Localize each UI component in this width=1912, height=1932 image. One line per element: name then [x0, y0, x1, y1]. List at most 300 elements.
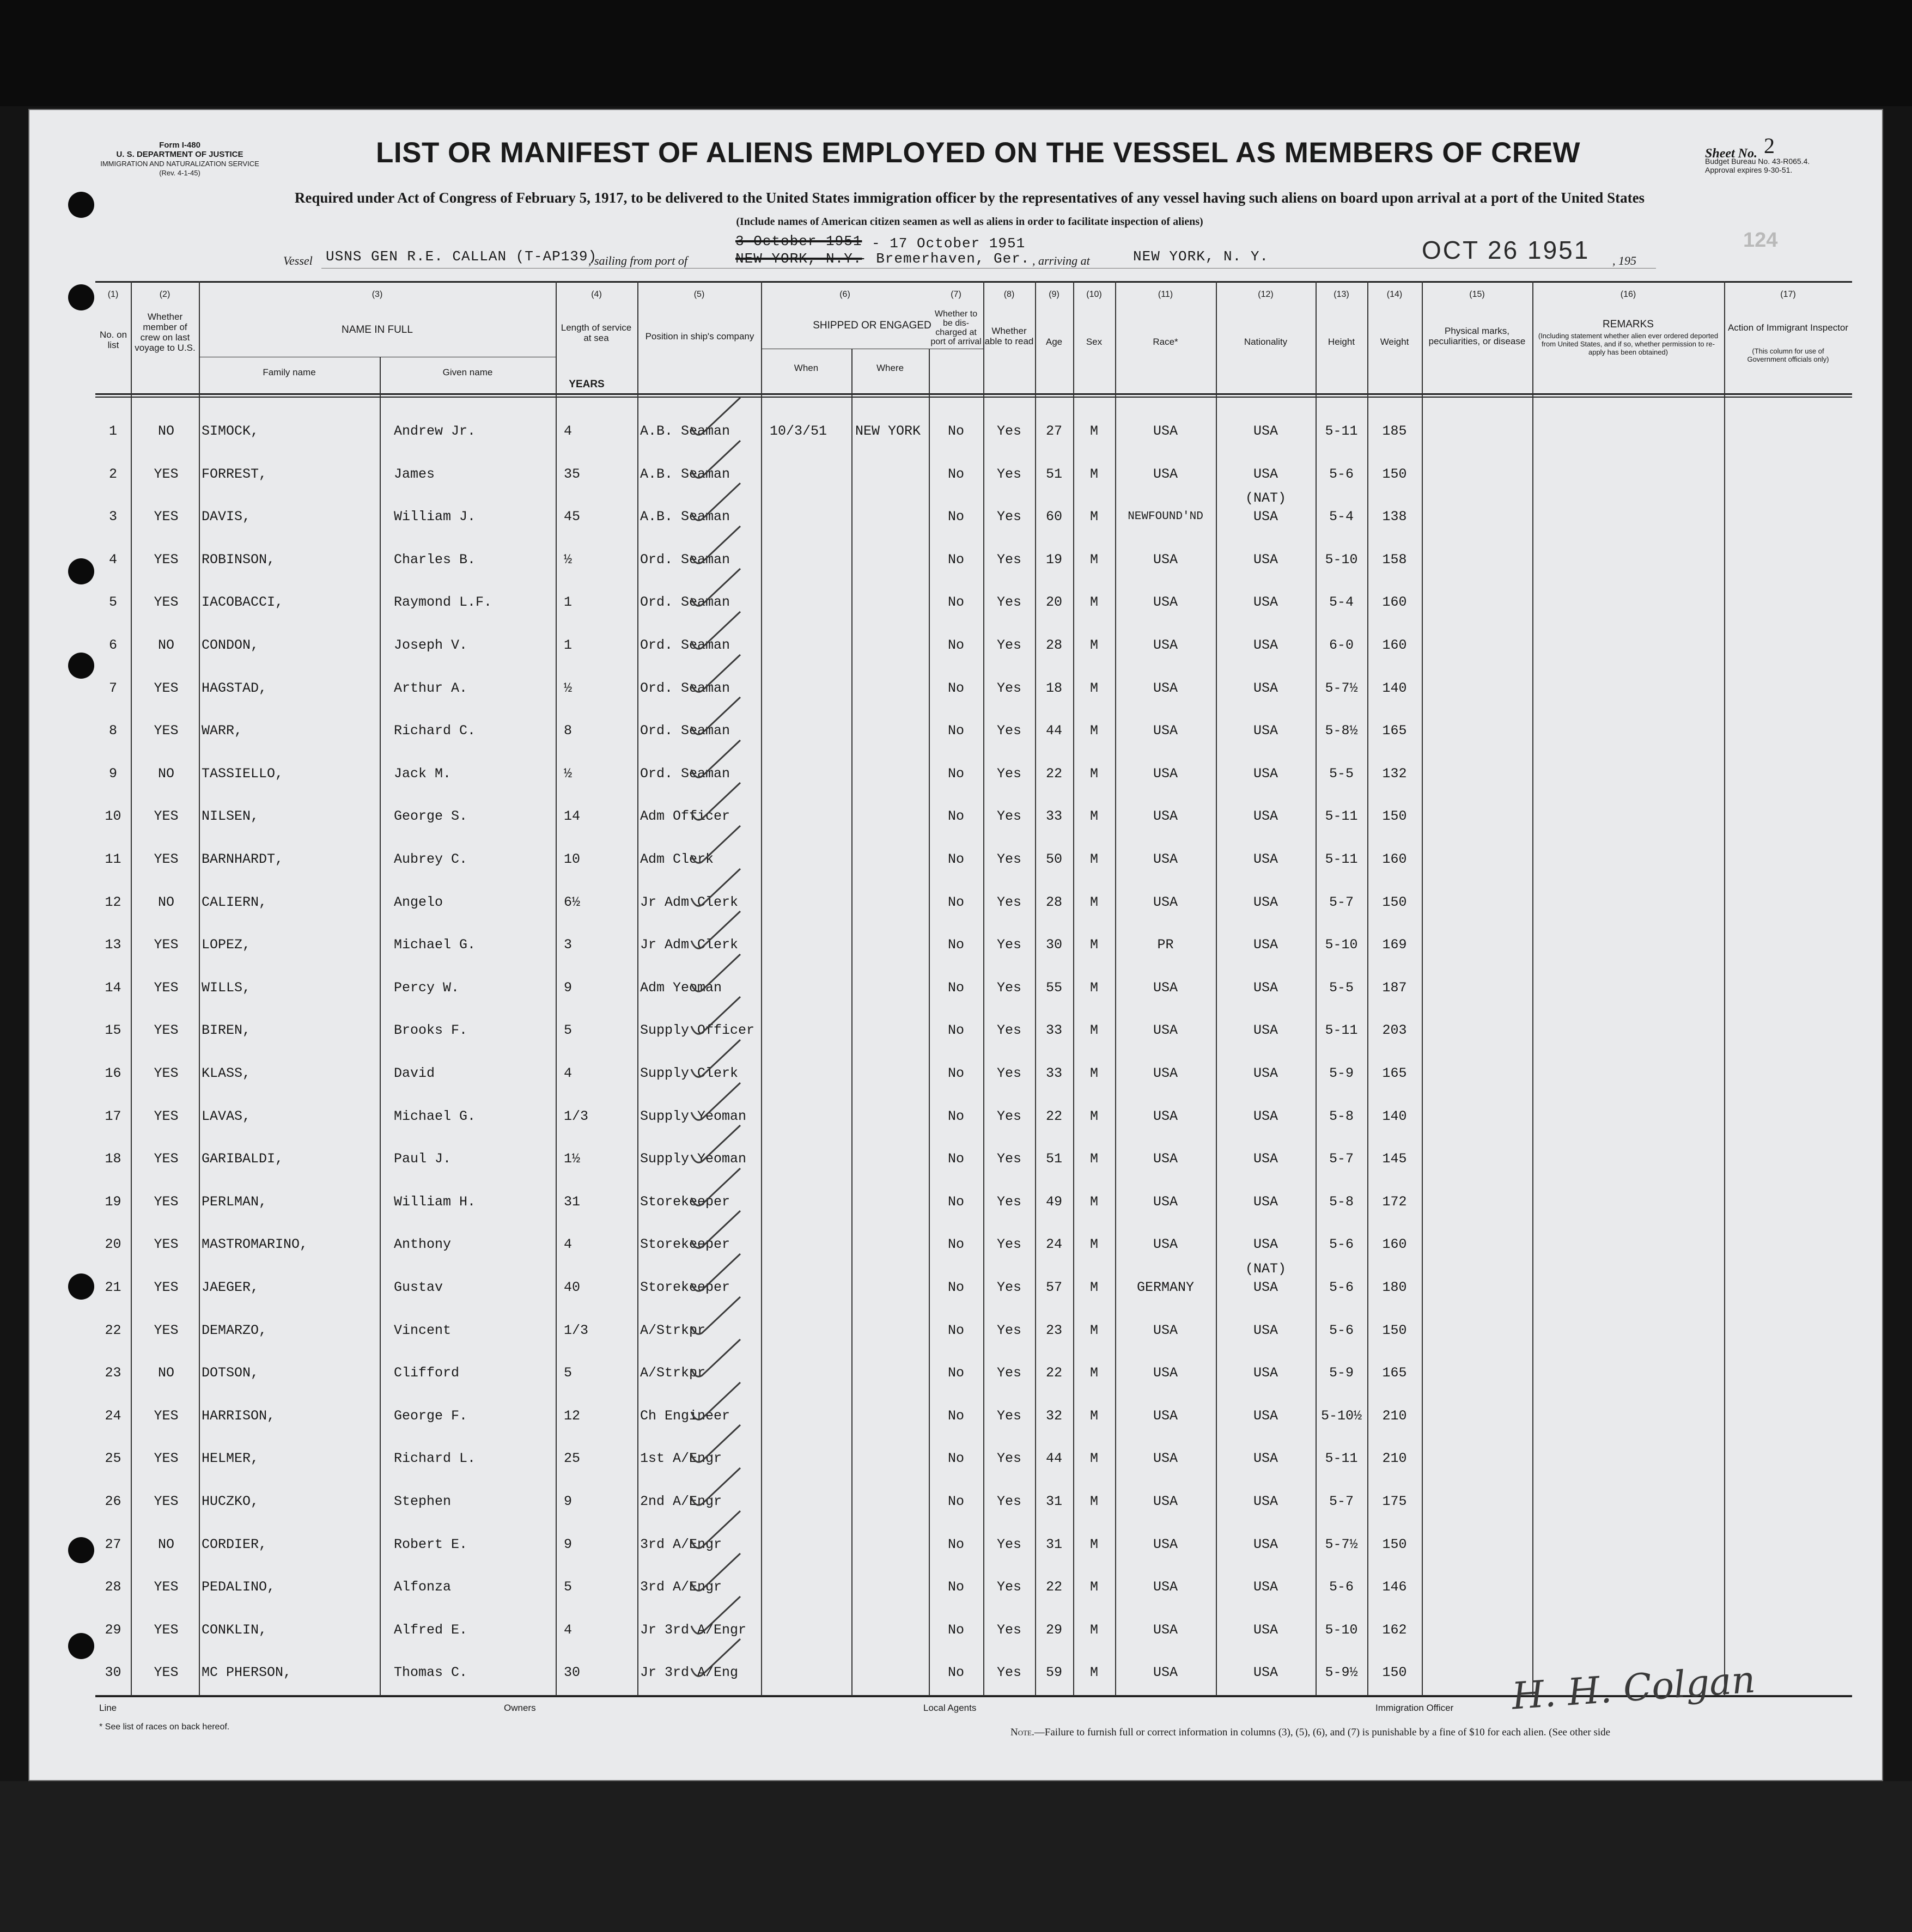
shipped-when-cell	[770, 1143, 851, 1175]
height-cell: 5-4	[1329, 594, 1354, 611]
age-cell: 57	[1045, 1279, 1062, 1295]
shipped-when-cell	[770, 886, 851, 919]
given-name-cell: Charles B.	[394, 551, 476, 568]
height-cell: 5-9	[1329, 1365, 1354, 1381]
film-border-top	[0, 0, 1912, 106]
race-cell: USA	[1153, 1665, 1178, 1681]
shipped-where-cell	[855, 586, 934, 619]
shipped-when-cell	[770, 586, 851, 619]
family-name-cell: HUCZKO,	[202, 1494, 259, 1509]
last-voyage-cell: YES	[154, 1065, 179, 1081]
row-number: 29	[105, 1622, 121, 1638]
last-voyage-cell: NO	[157, 423, 174, 439]
row-number: 9	[108, 765, 117, 782]
nationality-cell: USA	[1253, 1407, 1278, 1424]
given-name-cell: Arthur A.	[394, 680, 468, 696]
shipped-where-cell	[855, 458, 934, 491]
vessel-name: USNS GEN R.E. CALLAN (T-AP139)	[326, 248, 598, 265]
column-number: (14)	[1386, 290, 1403, 299]
punch-hole	[68, 1633, 94, 1659]
row-number: 6	[108, 637, 117, 653]
family-name-cell: PERLMAN,	[202, 1193, 267, 1210]
nationality-cell: USA	[1253, 1579, 1278, 1595]
weight-cell: 145	[1382, 1151, 1407, 1167]
sex-cell: M	[1089, 1108, 1098, 1124]
position-cell: Ord. Seaman	[640, 680, 730, 696]
row-number: 12	[105, 894, 121, 910]
table-row	[95, 1228, 1852, 1261]
nationality-cell: USA	[1253, 423, 1278, 439]
header-physical-marks: Physical marks, peculiarities, or disease	[1428, 326, 1526, 346]
officer-signature: H. H. Colgan	[1510, 1658, 1757, 1718]
row-number: 25	[105, 1450, 121, 1467]
age-cell: 18	[1045, 680, 1062, 696]
sex-cell: M	[1089, 765, 1098, 782]
service-years-cell: 8	[564, 723, 573, 739]
last-voyage-cell: NO	[157, 765, 174, 782]
weight-cell: 165	[1382, 1065, 1407, 1081]
height-cell: 5-6	[1329, 466, 1354, 482]
header-age: Age	[1045, 337, 1063, 347]
nationality-cell: USA	[1253, 979, 1278, 996]
column-number: (12)	[1258, 290, 1274, 299]
row-number: 18	[105, 1151, 121, 1167]
age-cell: 49	[1045, 1193, 1062, 1210]
header-inspector-action: Action of Immigrant Inspector	[1727, 322, 1849, 333]
header-position: Position in ship's company	[645, 331, 754, 342]
given-name-cell: Raymond L.F.	[394, 594, 492, 611]
race-cell: USA	[1153, 1022, 1178, 1039]
race-cell: USA	[1153, 765, 1178, 782]
service-years-cell: 5	[564, 1365, 573, 1381]
shipped-where-cell	[855, 1143, 934, 1175]
row-number: 28	[105, 1579, 121, 1595]
shipped-when-cell	[770, 1442, 851, 1475]
sex-cell: M	[1089, 1494, 1098, 1509]
service-years-cell: 4	[564, 423, 573, 439]
discharged-cell: No	[947, 1236, 964, 1253]
height-cell: 5-11	[1325, 423, 1358, 439]
able-to-read-cell: Yes	[996, 1494, 1021, 1509]
shipped-where-cell	[855, 1314, 934, 1347]
sex-cell: M	[1089, 1236, 1098, 1253]
weight-cell: 150	[1382, 1322, 1407, 1338]
race-cell: GERMANY	[1136, 1279, 1195, 1295]
given-name-cell: Alfred E.	[394, 1622, 468, 1638]
header-weight: Weight	[1380, 337, 1409, 347]
able-to-read-cell: Yes	[996, 1665, 1021, 1681]
punch-hole	[68, 284, 94, 310]
header-bottom-rule	[95, 393, 1852, 395]
position-cell: A.B. Seaman	[640, 509, 730, 525]
shipped-when-cell	[770, 929, 851, 961]
given-name-cell: Joseph V.	[394, 637, 468, 653]
service-years-cell: 9	[564, 979, 573, 996]
header-length-of-service: Length of service at sea	[561, 322, 632, 343]
shipped-when-cell	[770, 544, 851, 576]
age-cell: 28	[1045, 637, 1062, 653]
table-row	[95, 1143, 1852, 1175]
row-number: 23	[105, 1365, 121, 1381]
weight-cell: 150	[1382, 1536, 1407, 1552]
service-years-cell: 31	[564, 1193, 581, 1210]
arrival-date-stamp: OCT 26 1951	[1422, 236, 1590, 264]
given-name-cell: Michael G.	[394, 1108, 476, 1124]
given-name-cell: Richard C.	[394, 723, 476, 739]
family-name-cell: NILSEN,	[202, 808, 259, 825]
header-where: Where	[876, 363, 904, 373]
position-cell: 3rd A/Engr	[640, 1536, 722, 1552]
table-row	[95, 1614, 1852, 1647]
sex-cell: M	[1089, 1151, 1098, 1167]
page-stamp: 124	[1743, 229, 1778, 252]
position-cell: Jr Adm Clerk	[640, 937, 739, 953]
nationality-cell: USA	[1253, 637, 1278, 653]
header-inspector-note: (This column for use of Government officials only)	[1747, 347, 1829, 363]
nationality-cell: USA	[1253, 723, 1278, 739]
height-cell: 5-8	[1329, 1108, 1354, 1124]
race-cell: USA	[1153, 1407, 1178, 1424]
sex-cell: M	[1089, 1407, 1098, 1424]
shipped-when-cell	[770, 1357, 851, 1389]
weight-cell: 203	[1382, 1022, 1407, 1039]
nationality-cell: USA	[1253, 1236, 1278, 1253]
age-cell: 31	[1045, 1536, 1062, 1552]
weight-cell: 158	[1382, 551, 1407, 568]
row-number: 21	[105, 1279, 121, 1295]
table-row	[95, 629, 1852, 662]
shipped-when-cell	[770, 1656, 851, 1689]
position-cell: 1st A/Engr	[640, 1450, 722, 1467]
sex-cell: M	[1089, 637, 1098, 653]
weight-cell: 150	[1382, 808, 1407, 825]
header-discharged: Whether to be dis-charged at port of arrival	[930, 309, 982, 346]
family-name-cell: BARNHARDT,	[202, 851, 284, 867]
sex-cell: M	[1089, 551, 1098, 568]
table-row	[95, 1186, 1852, 1218]
row-number: 3	[108, 509, 117, 525]
weight-cell: 160	[1382, 637, 1407, 653]
sex-cell: M	[1089, 851, 1098, 867]
family-name-cell: CALIERN,	[202, 894, 267, 910]
row-number: 14	[105, 979, 121, 996]
row-number: 2	[108, 466, 117, 482]
shipped-where-cell	[855, 1014, 934, 1047]
weight-cell: 150	[1382, 466, 1407, 482]
sex-cell: M	[1089, 894, 1098, 910]
height-cell: 5-8½	[1325, 723, 1358, 739]
column-number: (9)	[1049, 290, 1059, 299]
punch-hole	[68, 1273, 94, 1300]
row-number: 24	[105, 1407, 121, 1424]
last-voyage-cell: YES	[154, 1665, 179, 1681]
last-voyage-cell: YES	[154, 1022, 179, 1039]
sex-cell: M	[1089, 937, 1098, 953]
document-title: LIST OR MANIFEST OF ALIENS EMPLOYED ON THE VESSEL AS MEMBERS OF CREW	[376, 137, 1581, 169]
discharged-cell: No	[947, 1365, 964, 1381]
sex-cell: M	[1089, 1536, 1098, 1552]
age-cell: 51	[1045, 466, 1062, 482]
weight-cell: 172	[1382, 1193, 1407, 1210]
age-cell: 24	[1045, 1236, 1062, 1253]
header-able-to-read: Whether able to read	[984, 326, 1034, 346]
height-cell: 5-10½	[1320, 1407, 1362, 1424]
race-cell: USA	[1153, 594, 1178, 611]
shipped-when-cell	[770, 1228, 851, 1261]
discharged-cell: No	[947, 765, 964, 782]
discharged-cell: No	[947, 1494, 964, 1509]
punch-hole	[68, 1537, 94, 1563]
given-name-cell: Alfonza	[394, 1579, 452, 1595]
discharged-cell: No	[947, 808, 964, 825]
last-voyage-cell: YES	[154, 1494, 179, 1509]
discharged-cell: No	[947, 1622, 964, 1638]
nationality-cell: USA	[1253, 1279, 1278, 1295]
row-number: 26	[105, 1494, 121, 1509]
position-cell: Ord. Seaman	[640, 723, 730, 739]
discharged-cell: No	[947, 1022, 964, 1039]
column-number: (16)	[1620, 290, 1636, 299]
shipped-where-cell	[855, 1228, 934, 1261]
shipped-when-cell	[770, 1186, 851, 1218]
height-cell: 5-6	[1329, 1322, 1354, 1338]
able-to-read-cell: Yes	[996, 1022, 1021, 1039]
shipped-where-cell	[855, 629, 934, 662]
last-voyage-cell: YES	[154, 551, 179, 568]
shipped-where-cell	[855, 886, 934, 919]
age-cell: 50	[1045, 851, 1062, 867]
given-name-cell: William H.	[394, 1193, 476, 1210]
shipped-where-cell	[855, 501, 934, 533]
weight-cell: 146	[1382, 1579, 1407, 1595]
race-cell: USA	[1153, 1193, 1178, 1210]
weight-cell: 185	[1382, 423, 1407, 439]
weight-cell: 165	[1382, 1365, 1407, 1381]
nationality-cell: USA	[1253, 1494, 1278, 1509]
header-shipped-or-engaged: SHIPPED OR ENGAGED	[813, 320, 931, 331]
nationality-cell: USA	[1253, 1536, 1278, 1552]
nationality-cell: USA	[1253, 1622, 1278, 1638]
race-cell: USA	[1153, 723, 1178, 739]
age-cell: 22	[1045, 1108, 1062, 1124]
age-cell: 20	[1045, 594, 1062, 611]
shipped-where-cell	[855, 1186, 934, 1218]
discharged-cell: No	[947, 851, 964, 867]
service-years-cell: 1½	[564, 1151, 581, 1167]
sex-cell: M	[1089, 1022, 1098, 1039]
able-to-read-cell: Yes	[996, 466, 1021, 482]
height-cell: 5-6	[1329, 1279, 1354, 1295]
shipped-when-cell	[770, 758, 851, 790]
service-years-cell: 10	[564, 851, 581, 867]
row-number: 22	[105, 1322, 121, 1338]
race-cell: USA	[1153, 551, 1178, 568]
nationality-cell: USA	[1253, 680, 1278, 696]
family-name-cell: GARIBALDI,	[202, 1151, 284, 1167]
weight-cell: 150	[1382, 894, 1407, 910]
weight-cell: 160	[1382, 851, 1407, 867]
height-cell: 5-7½	[1325, 680, 1358, 696]
service-years-cell: 4	[564, 1065, 573, 1081]
age-cell: 32	[1045, 1407, 1062, 1424]
service-years-cell: 14	[564, 808, 581, 825]
table-row	[95, 458, 1852, 491]
nationality-cell: USA	[1253, 1322, 1278, 1338]
position-cell: A/Strkpr	[640, 1322, 706, 1338]
age-cell: 33	[1045, 808, 1062, 825]
last-voyage-cell: YES	[154, 1622, 179, 1638]
discharged-cell: No	[947, 1407, 964, 1424]
discharged-cell: No	[947, 1279, 964, 1295]
nationality-cell: USA	[1253, 1022, 1278, 1039]
race-cell: USA	[1153, 851, 1178, 867]
able-to-read-cell: Yes	[996, 423, 1021, 439]
sex-cell: M	[1089, 509, 1098, 525]
row-number: 20	[105, 1236, 121, 1253]
last-voyage-cell: YES	[154, 808, 179, 825]
last-voyage-cell: YES	[154, 979, 179, 996]
shipped-where-cell	[855, 544, 934, 576]
shipped-when-cell	[770, 1271, 851, 1304]
shipped-where-cell	[855, 1057, 934, 1090]
position-cell: A/Strkpr	[640, 1365, 706, 1381]
header-no-on-list: No. on list	[99, 330, 127, 350]
discharged-cell: No	[947, 1579, 964, 1595]
family-name-cell: CORDIER,	[202, 1536, 267, 1552]
family-name-cell: FORREST,	[202, 466, 267, 482]
column-number: (6)	[839, 290, 850, 299]
last-voyage-cell: YES	[154, 937, 179, 953]
height-cell: 5-4	[1329, 509, 1354, 525]
race-cell: USA	[1153, 1108, 1178, 1124]
sex-cell: M	[1089, 1622, 1098, 1638]
age-cell: 23	[1045, 1322, 1062, 1338]
position-cell: Ch Engineer	[640, 1407, 730, 1424]
last-voyage-cell: YES	[154, 851, 179, 867]
position-cell: Storekeeper	[640, 1193, 730, 1210]
shipped-where-cell	[855, 1528, 934, 1561]
table-top-rule	[95, 281, 1852, 283]
family-name-cell: LOPEZ,	[202, 937, 251, 953]
shipped-where-cell	[855, 929, 934, 961]
position-cell: Ord. Seaman	[640, 551, 730, 568]
age-cell: 33	[1045, 1065, 1062, 1081]
budget-bureau-note: Budget Bureau No. 43-R065.4. Approval expires 9-30-51.	[1705, 157, 1810, 174]
race-cell: USA	[1153, 423, 1178, 439]
able-to-read-cell: Yes	[996, 637, 1021, 653]
header-remarks: REMARKS	[1603, 319, 1654, 330]
sex-cell: M	[1089, 808, 1098, 825]
vessel-underline	[321, 268, 1656, 269]
nationality-cell: USA	[1253, 551, 1278, 568]
position-cell: Ord. Seaman	[640, 637, 730, 653]
position-cell: 2nd A/Engr	[640, 1494, 722, 1509]
position-cell: Storekeeper	[640, 1279, 730, 1295]
able-to-read-cell: Yes	[996, 894, 1021, 910]
row-number: 13	[105, 937, 121, 953]
given-name-cell: Aubrey C.	[394, 851, 468, 867]
arriving-port: NEW YORK, N. Y.	[1133, 248, 1269, 265]
race-cell: USA	[1153, 1365, 1178, 1381]
table-row	[95, 490, 1852, 533]
discharged-cell: No	[947, 680, 964, 696]
race-cell: USA	[1153, 680, 1178, 696]
shipped-when-cell	[770, 629, 851, 662]
discharged-cell: No	[947, 594, 964, 611]
race-cell: USA	[1153, 637, 1178, 653]
age-cell: 55	[1045, 979, 1062, 996]
weight-cell: 150	[1382, 1665, 1407, 1681]
table-row	[95, 1314, 1852, 1347]
position-cell: Supply Yeoman	[640, 1108, 747, 1124]
able-to-read-cell: Yes	[996, 1407, 1021, 1424]
race-cell: NEWFOUND'ND	[1128, 510, 1203, 523]
race-cell: USA	[1153, 1151, 1178, 1167]
sex-cell: M	[1089, 1579, 1098, 1595]
family-name-cell: LAVAS,	[202, 1108, 251, 1124]
sailing-date-struck: 3 October 1951	[735, 233, 862, 249]
header-given-name: Given name	[442, 367, 493, 377]
nationality-cell: USA	[1253, 851, 1278, 867]
service-years-cell: 4	[564, 1622, 573, 1638]
sex-cell: M	[1089, 1365, 1098, 1381]
height-cell: 5-7	[1329, 894, 1354, 910]
shipped-where-cell	[855, 1400, 934, 1433]
family-name-cell: DEMARZO,	[202, 1322, 267, 1338]
able-to-read-cell: Yes	[996, 979, 1021, 996]
table-row	[95, 758, 1852, 790]
position-cell: Supply Clerk	[640, 1065, 739, 1081]
header-remarks-note: (Including statement whether alien ever ordered deported from United States, and if so, whether permission to re-apply has been obtained)	[1538, 332, 1719, 356]
age-cell: 44	[1045, 723, 1062, 739]
able-to-read-cell: Yes	[996, 1536, 1021, 1552]
family-name-cell: CONKLIN,	[202, 1622, 267, 1638]
age-cell: 22	[1045, 1365, 1062, 1381]
service-years-cell: 45	[564, 509, 581, 525]
family-name-cell: MC PHERSON,	[202, 1665, 292, 1681]
shipped-when-cell: 10/3/51	[770, 423, 827, 439]
able-to-read-cell: Yes	[996, 1108, 1021, 1124]
column-number: (5)	[693, 290, 705, 299]
shipped-when-cell	[770, 458, 851, 491]
sex-cell: M	[1089, 594, 1098, 611]
weight-cell: 132	[1382, 765, 1407, 782]
weight-cell: 160	[1382, 594, 1407, 611]
height-cell: 5-10	[1325, 937, 1358, 953]
service-years-cell: 1/3	[564, 1322, 589, 1338]
column-number: (11)	[1158, 290, 1173, 299]
shipped-when-cell	[770, 1614, 851, 1647]
sex-cell: M	[1089, 1193, 1098, 1210]
header-race: Race*	[1153, 337, 1178, 347]
table-row	[95, 715, 1852, 747]
service-years-cell: 5	[564, 1022, 573, 1039]
shipped-when-cell	[770, 800, 851, 833]
height-cell: 5-7	[1329, 1494, 1354, 1509]
sheet-number: Sheet No. 2	[1705, 133, 1775, 161]
table-row	[95, 415, 1852, 448]
discharged-cell: No	[947, 637, 964, 653]
row-number: 19	[105, 1193, 121, 1210]
height-cell: 5-11	[1325, 851, 1358, 867]
nationality-cell: USA	[1253, 937, 1278, 953]
age-cell: 33	[1045, 1022, 1062, 1039]
family-name-cell: DAVIS,	[202, 509, 251, 525]
column-number: (15)	[1469, 290, 1485, 299]
nationality-cell: USA	[1253, 1665, 1278, 1681]
discharged-cell: No	[947, 937, 964, 953]
able-to-read-cell: Yes	[996, 765, 1021, 782]
